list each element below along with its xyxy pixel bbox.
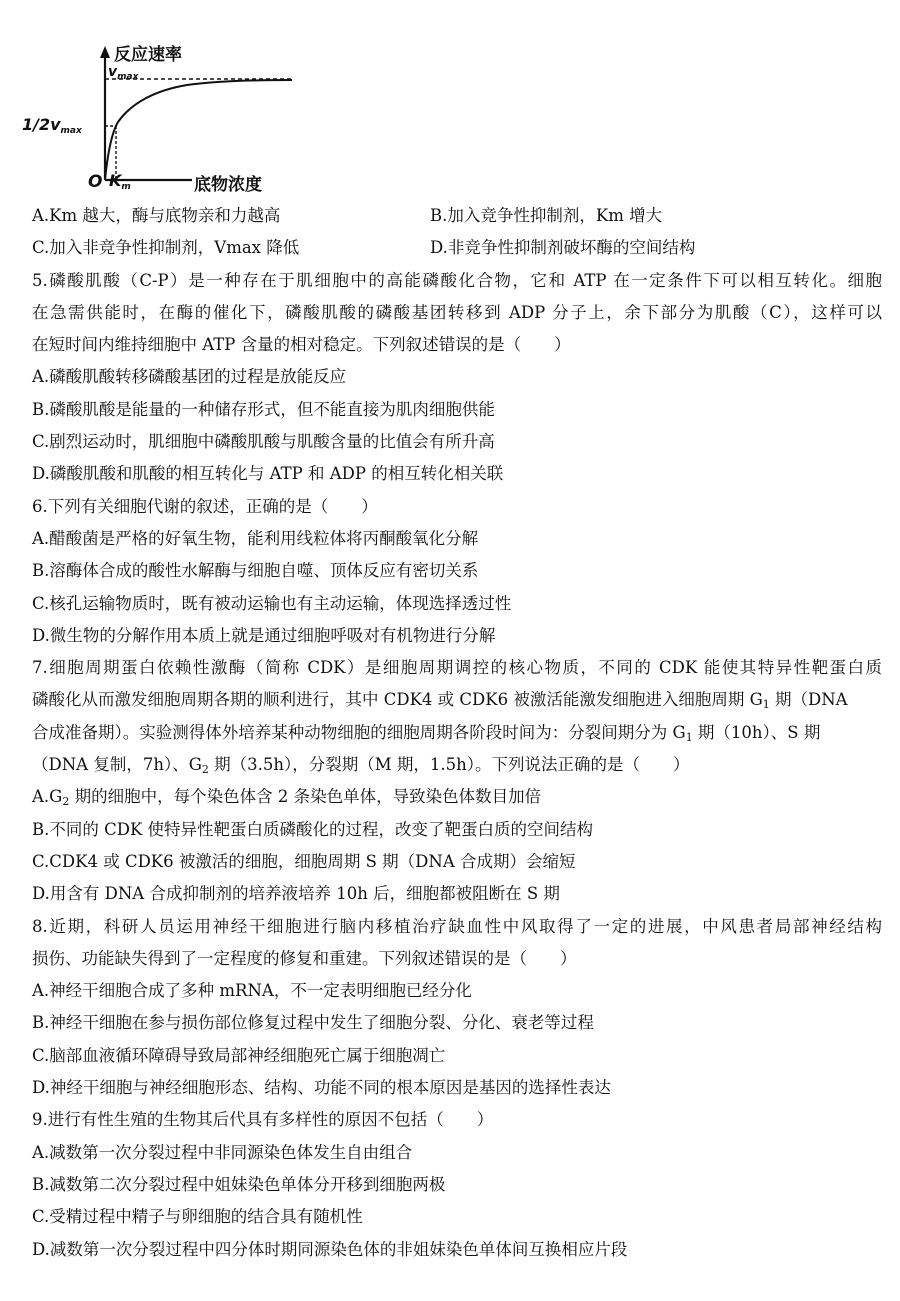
q5-stem-line-2: 在急需供能时，在酶的催化下，磷酸肌酸的磷酸基团转移到 ADP 分子上，余下部分为肌酸（C），这样可以 xyxy=(32,302,882,322)
y-axis-label: 反应速率 xyxy=(114,45,182,65)
q6-option-b[interactable]: B.溶酶体合成的酸性水解酶与细胞自噬、顶体反应有密切关系 xyxy=(32,561,479,581)
q7-l2-text: 磷酸化从而激发细胞周期各期的顺利进行，其中 CDK4 或 CDK6 被激活能激发细胞进入细胞周期 G xyxy=(32,690,763,710)
q7-l3-text-end: 期（10h）、S 期 xyxy=(692,722,821,742)
q4-option-a[interactable]: A.Km 越大，酶与底物亲和力越高 xyxy=(32,206,281,225)
q5-option-a[interactable]: A.磷酸肌酸转移磷酸基团的过程是放能反应 xyxy=(32,367,347,387)
q4-option-d[interactable]: D.非竞争性抑制剂破坏酶的空间结构 xyxy=(430,238,696,258)
q8-option-b[interactable]: B.神经干细胞在参与损伤部位修复过程中发生了细胞分裂、分化、衰老等过程 xyxy=(32,1013,594,1033)
q4-option-c[interactable]: C.加入非竞争性抑制剂，Vmax 降低 xyxy=(32,238,300,258)
q4-options-row-2 xyxy=(32,232,882,264)
q9-option-d[interactable]: D.减数第一次分裂过程中四分体时期同源染色体的非姐妹染色单体间互换相应片段 xyxy=(32,1239,628,1259)
q8-option-c[interactable]: C.脑部血液循环障碍导致局部神经细胞死亡属于细胞凋亡 xyxy=(32,1045,446,1065)
q7-option-a[interactable] xyxy=(32,781,882,813)
q7-l2-text-end: 期（DNA xyxy=(769,690,848,710)
x-axis-label: 底物浓度 xyxy=(194,175,262,195)
q5-stem-line-3: 在短时间内维持细胞中 ATP 含量的相对稳定。下列叙述错误的是（ ） xyxy=(32,335,571,355)
q8-stem-line-1: 8.近期，科研人员运用神经干细胞进行脑内移植治疗缺血性中风取得了一定的进展，中风患者局部神经结构 xyxy=(32,916,882,936)
q9-option-a[interactable]: A.减数第一次分裂过程中非同源染色体发生自由组合 xyxy=(32,1142,413,1162)
enzyme-kinetics-figure xyxy=(22,40,312,200)
q7-l3-text: 合成准备期）。实验测得体外培养某种动物细胞的细胞周期各阶段时间为：分裂间期分为 G xyxy=(32,722,686,742)
q4-option-b[interactable]: B.加入竞争性抑制剂，Km 增大 xyxy=(430,206,663,225)
y-axis-arrow xyxy=(100,46,110,58)
q9-option-b[interactable]: B.减数第二次分裂过程中姐妹染色单体分开移到细胞两极 xyxy=(32,1174,446,1194)
q5-option-d[interactable]: D.磷酸肌酸和肌酸的相互转化与 ATP 和 ADP 的相互转化相关联 xyxy=(32,464,504,484)
q7-l4-sub: 2 xyxy=(201,763,209,777)
origin-label: O xyxy=(88,172,103,192)
q6-option-c[interactable]: C.核孔运输物质时，既有被动运输也有主动运输，体现选择透过性 xyxy=(32,593,512,613)
michaelis-menten-curve xyxy=(105,80,292,180)
q6-stem: 6.下列有关细胞代谢的叙述，正确的是（ ） xyxy=(32,496,378,516)
q6-option-d[interactable]: D.微生物的分解作用本质上就是通过细胞呼吸对有机物进行分解 xyxy=(32,625,496,645)
q5-option-c[interactable]: C.剧烈运动时，肌细胞中磷酸肌酸与肌酸含量的比值会有所升高 xyxy=(32,432,495,452)
q7-option-b[interactable]: B.不同的 CDK 使特异性靶蛋白质磷酸化的过程，改变了靶蛋白质的空间结构 xyxy=(32,819,594,839)
q4-options-row-1 xyxy=(32,200,882,232)
q7-stem-line-2 xyxy=(32,684,882,716)
q7-l4-text: （DNA 复制，7h）、G xyxy=(32,755,202,775)
q8-stem-line-2: 损伤、功能缺失得到了一定程度的修复和重建。下列叙述错误的是（ ） xyxy=(32,948,577,968)
q7-option-d[interactable]: D.用含有 DNA 合成抑制剂的培养液培养 10h 后，细胞都被阻断在 S 期 xyxy=(32,884,560,904)
q6-option-a[interactable]: A.醋酸菌是严格的好氧生物，能利用线粒体将丙酮酸氧化分解 xyxy=(32,528,479,548)
q7-a-text-end: 期的细胞中，每个染色体含 2 条染色单体，导致染色体数目加倍 xyxy=(69,787,542,807)
q7-stem-line-1: 7.细胞周期蛋白依赖性激酶（简称 CDK）是细胞周期调控的核心物质，不同的 CDK 能使其特异性靶蛋白质 xyxy=(32,658,882,678)
q7-l2-sub: 1 xyxy=(762,698,770,712)
q7-a-sub: 2 xyxy=(62,795,70,809)
q9-stem: 9.进行有性生殖的生物其后代具有多样性的原因不包括（ ） xyxy=(32,1110,494,1130)
q8-option-a[interactable]: A.神经干细胞合成了多种 mRNA，不一定表明细胞已经分化 xyxy=(32,981,472,1001)
q5-option-b[interactable]: B.磷酸肌酸是能量的一种储存形式，但不能直接为肌肉细胞供能 xyxy=(32,399,495,419)
q7-stem-line-4 xyxy=(32,749,882,781)
half-vmax-label: 1/2vmax xyxy=(22,115,82,136)
q7-l4-text-end: 期（3.5h），分裂期（M 期，1.5h）。下列说法正确的是（ ） xyxy=(208,755,690,775)
q8-option-d[interactable]: D.神经干细胞与神经细胞形态、结构、功能不同的根本原因是基因的选择性表达 xyxy=(32,1078,611,1098)
q7-l3-sub: 1 xyxy=(685,730,693,744)
q5-stem-line-1: 5.磷酸肌酸（C-P）是一种存在于肌细胞中的高能磷酸化合物，它和 ATP 在一定条件下可以相互转化。细胞 xyxy=(32,270,882,290)
q7-a-text: A.G xyxy=(32,787,63,807)
vmax-label: $v_{max}$ xyxy=(108,64,139,82)
q9-option-c[interactable]: C.受精过程中精子与卵细胞的结合具有随机性 xyxy=(32,1207,363,1227)
km-label: Km xyxy=(109,171,131,192)
question-text xyxy=(32,200,882,1266)
q7-option-c[interactable]: C.CDK4 或 CDK6 被激活的细胞，细胞周期 S 期（DNA 合成期）会缩短 xyxy=(32,851,576,871)
q7-stem-line-3 xyxy=(32,717,882,749)
